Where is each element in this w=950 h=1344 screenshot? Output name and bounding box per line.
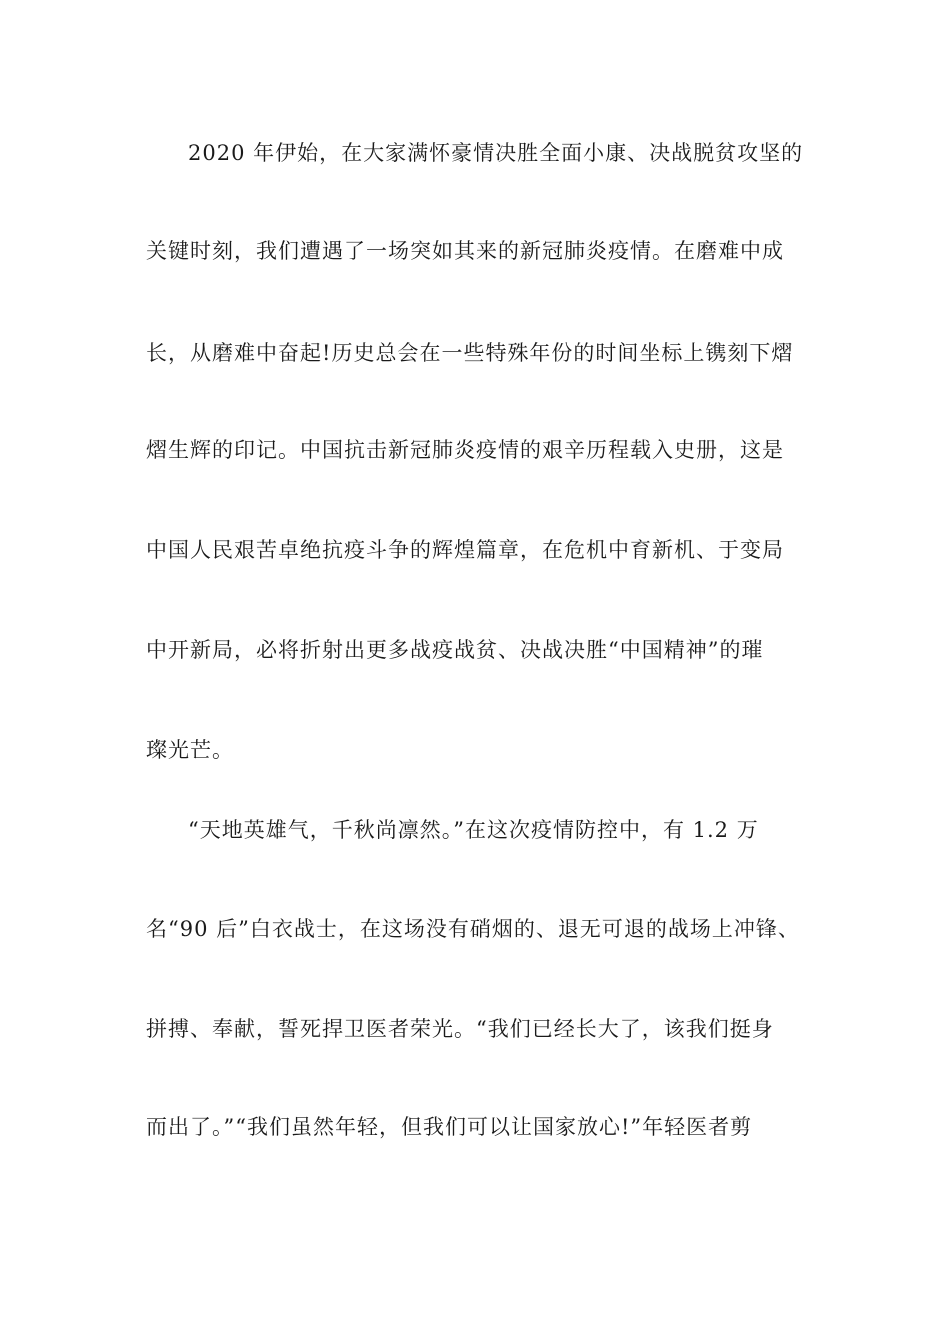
paragraph-1-line-6: 中开新局，必将折射出更多战疫战贫、决战决胜“中国精神”的璀 [146, 638, 764, 662]
paragraph-2-line-4: 而出了。”“我们虽然年轻，但我们可以让国家放心!”年轻医者剪 [146, 1115, 753, 1139]
paragraph-1-line-4: 熠生辉的印记。中国抗击新冠肺炎疫情的艰辛历程载入史册，这是 [146, 438, 784, 462]
paragraph-1-line-1: 2020 年伊始，在大家满怀豪情决胜全面小康、决战脱贫攻坚的 [188, 141, 804, 165]
paragraph-1-line-5: 中国人民艰苦卓绝抗疫斗争的辉煌篇章，在危机中育新机、于变局 [146, 538, 784, 562]
paragraph-1-line-2: 关键时刻，我们遭遇了一场突如其来的新冠肺炎疫情。在磨难中成 [146, 239, 784, 263]
paragraph-1-line-3: 长，从磨难中奋起!历史总会在一些特殊年份的时间坐标上镌刻下熠 [146, 341, 794, 365]
paragraph-2-line-3: 拼搏、奉献，誓死捍卫医者荣光。“我们已经长大了，该我们挺身 [146, 1017, 774, 1041]
paragraph-1-line-7: 璨光芒。 [146, 738, 234, 762]
paragraph-2-line-2: 名“90 后”白衣战士，在这场没有硝烟的、退无可退的战场上冲锋、 [146, 917, 800, 941]
paragraph-2-line-1: “天地英雄气，千秋尚凛然。”在这次疫情防控中，有 1.2 万 [188, 818, 759, 842]
